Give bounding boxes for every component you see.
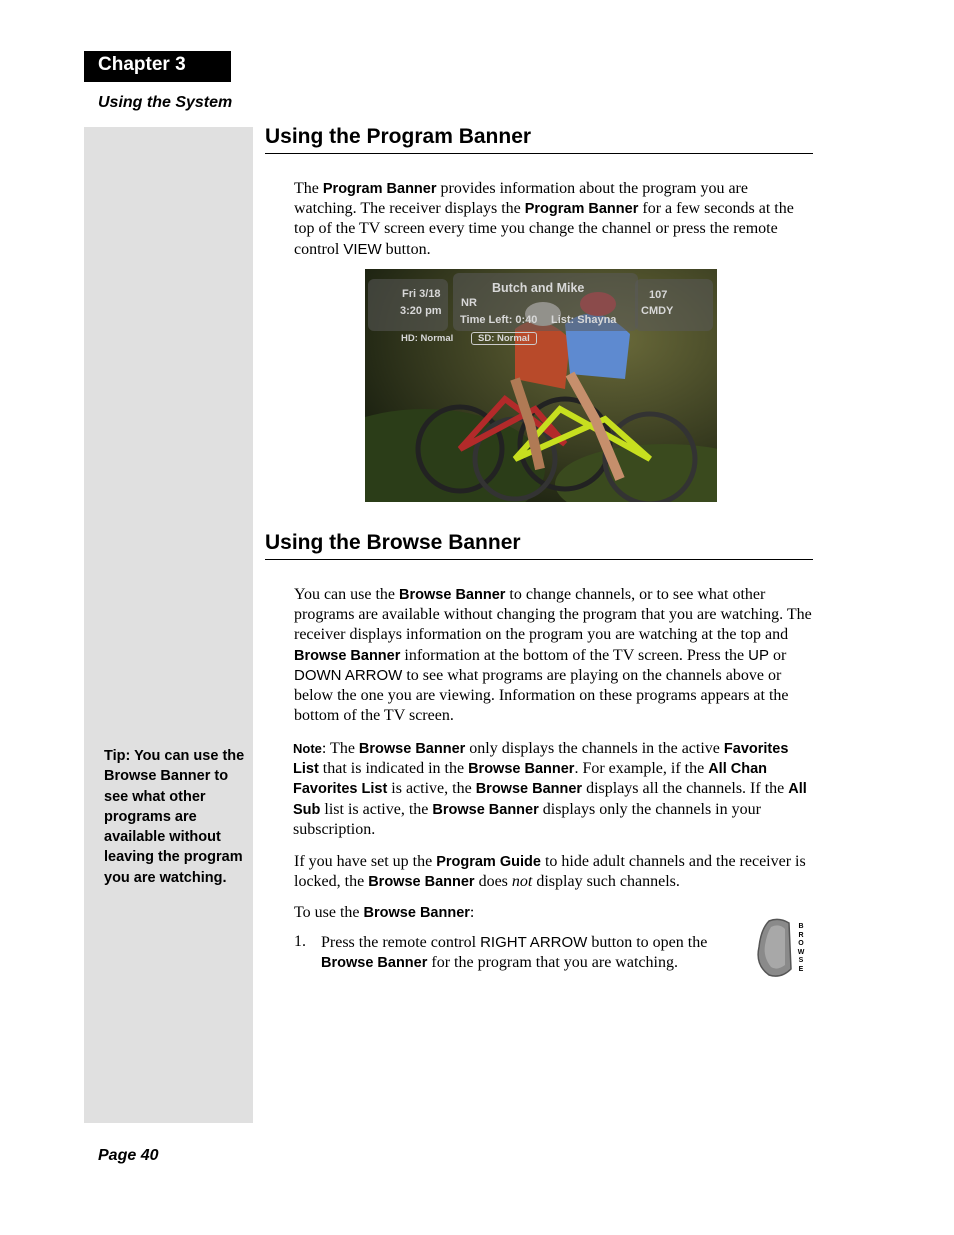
heading-browse-banner: Using the Browse Banner: [265, 531, 521, 554]
section-name: Using the System: [98, 94, 233, 111]
banner-date: Fri 3/18: [402, 288, 441, 300]
browse-button-icon: [745, 913, 813, 981]
heading-program-banner: Using the Program Banner: [265, 125, 532, 148]
to-use-paragraph: To use the Browse Banner:: [294, 904, 475, 921]
program-guide-paragraph: If you have set up the Program Guide to hide adult channels and the receiver is locked, the Browse Banner does not display such channels.: [294, 853, 806, 891]
banner-rating: NR: [461, 297, 477, 309]
program-banner-paragraph: The Program Banner provides information about the program you are watching. The receiver displays the Program Banner for a few seconds at the top of the TV screen every time you change the channel or press the remote control VIEW button.: [294, 180, 794, 258]
page-number: Page 40: [98, 1147, 159, 1164]
banner-list: List: Shayna: [551, 314, 617, 326]
banner-network: CMDY: [641, 305, 674, 317]
browse-banner-paragraph: You can use the Browse Banner to change channels, or to see what other programs are available without changing the program that you are watching. The receiver displays information on the program you are watching at the top and Browse Banner information at the bottom of the TV screen. Press the UP or DOWN ARROW to see what programs are playing on the channels above or below the one you are viewing. Information on these programs appears at the bottom of the TV screen.: [294, 586, 812, 725]
heading-rule: [265, 559, 813, 560]
step-number: 1.: [294, 933, 306, 950]
tip-text: Tip: You can use the Browse Banner to see what other programs are available without leaving the program you are watching.: [104, 748, 245, 886]
banner-hd-mode: HD: Normal: [401, 333, 454, 344]
banner-sd-mode: SD: Normal: [471, 332, 537, 345]
banner-time-left: Time Left: 0:40: [460, 314, 538, 326]
banner-time: 3:20 pm: [400, 305, 442, 317]
chapter-tab: Chapter 3: [84, 51, 231, 82]
sidebar: [84, 127, 253, 1123]
note-paragraph: Note: The Browse Banner only displays the channels in the active Favorites List that is indicated in the Browse Banner. For example, if the All Chan Favorites List is active, the Browse Banner displays all the channels. If the All Sub list is active, the Browse Banner displays only the channels in your subscription.: [293, 740, 807, 838]
banner-title: Butch and Mike: [492, 281, 585, 295]
step-1-text: Press the remote control RIGHT ARROW button to open the Browse Banner for the program that you are watching.: [321, 934, 708, 972]
banner-channel-number: 107: [649, 289, 668, 301]
heading-rule: [265, 153, 813, 154]
tv-screenshot: [365, 269, 717, 502]
browse-button-label: BROWSE: [797, 923, 805, 973]
